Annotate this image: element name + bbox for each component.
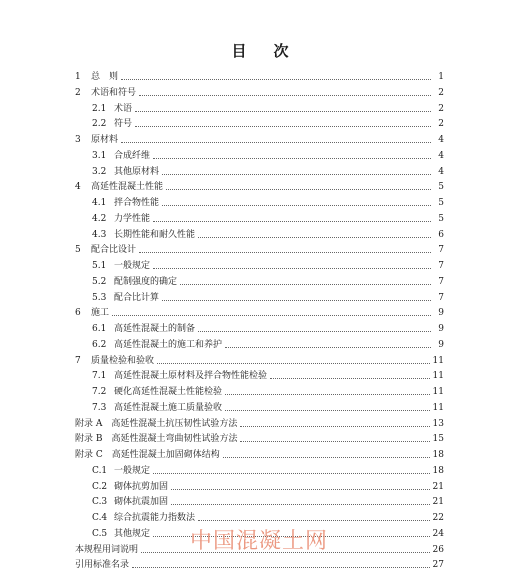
dot-leader [198,237,431,238]
toc-entry[interactable] [92,113,444,129]
toc-entry-page: 22 [432,513,444,523]
toc-entry-page: 9 [438,339,444,350]
dot-leader [270,378,430,379]
dot-leader [162,300,431,301]
toc-entry-number: 5.3 [92,292,107,303]
toc-entry-number: 2.1 [92,103,107,114]
toc-entry-number: 5 [75,245,81,256]
toc-entry-number: 6.1 [92,324,107,334]
dot-leader [135,126,431,127]
dot-leader [198,520,430,521]
toc-entry-label: 附录 B 高延性混凝土弯曲韧性试验方法 [75,434,238,445]
toc-entry-number: C.5 [92,528,108,539]
dot-leader [157,363,430,364]
dot-leader [240,426,429,427]
toc-entry[interactable] [75,66,444,82]
dot-leader [139,95,431,96]
toc-entry[interactable] [92,224,444,240]
toc-entry-page: 11 [432,402,444,413]
toc-entry-label: 配制强度的确定 [114,276,178,287]
toc-entry[interactable] [92,491,444,507]
toc-entry-label: 其他规定 [114,528,151,539]
toc-entry-label: 高延性混凝土性能 [91,182,164,193]
toc-entry-label: 其他原材料 [114,166,160,177]
toc-entry-label: 原材料 [91,135,119,145]
toc-entry-page: 21 [432,497,444,508]
toc-entry-page: 26 [432,544,444,555]
toc-entry[interactable] [92,287,444,303]
toc-entry-label: 一般规定 [114,465,151,476]
toc-entry-number: 4.1 [92,198,107,208]
dot-leader [162,174,431,175]
toc-entry-page: 7 [438,276,444,287]
toc-entry-label: 长期性能和耐久性能 [114,229,196,240]
toc-entry-label: 附录 A 高延性混凝土抗压韧性试验方法 [75,418,238,429]
dot-leader [153,268,431,269]
toc-entry-label: 术语和符号 [91,87,137,98]
toc-entry-number: C.2 [92,481,108,492]
toc-entry-label: 高延性混凝土的施工和养护 [114,339,223,350]
toc-entry-number: 2 [75,87,81,98]
dot-leader [180,284,431,285]
dot-leader [198,331,431,332]
toc-entry-label: 本规程用词说明 [75,544,139,555]
toc-entry[interactable] [92,192,444,208]
toc-entry-number: 6.2 [92,339,107,350]
toc-entry-label: 质量检验和验收 [91,355,155,366]
toc-entry-number: C.3 [92,497,108,508]
toc-entry[interactable] [92,397,444,413]
toc-entry-number: 5.1 [92,261,107,271]
toc-entry[interactable] [92,507,444,523]
toc-entry-number: 6 [75,308,81,319]
toc-entry-label: 综合抗震能力指数法 [114,513,196,523]
toc-entry-label: 高延性混凝土原材料及拌合物性能检验 [114,371,268,382]
toc-entry-label: 硬化高延性混凝土性能检验 [114,387,223,397]
toc-entry-page: 5 [438,198,444,208]
toc-entry[interactable] [75,129,444,145]
toc-entry[interactable] [92,271,444,287]
dot-leader [121,142,431,143]
toc-entry[interactable] [75,350,444,366]
dot-leader [225,347,431,348]
toc-entry[interactable] [92,365,444,381]
toc-entry[interactable] [92,161,444,177]
toc-entry[interactable] [75,302,444,318]
toc-entry-page: 27 [432,560,444,571]
toc-entry-page: 1 [438,72,444,82]
toc-entry-page: 11 [432,387,444,397]
toc-entry-label: 砌体抗剪加固 [114,481,169,492]
toc-entry-page: 18 [432,465,444,476]
toc-entry-page: 13 [432,418,444,429]
toc-entry[interactable] [75,444,444,460]
toc-entry-number: 4 [75,182,81,193]
dot-leader [225,394,430,395]
toc-entry-page: 11 [432,371,444,382]
toc-entry-page: 4 [438,150,444,161]
toc-entry-number: 3.2 [92,166,107,177]
toc-entry-page: 9 [438,324,444,334]
toc-entry-page: 15 [432,434,444,445]
dot-leader [153,221,431,222]
toc-entry[interactable] [92,255,444,271]
toc-entry[interactable] [92,208,444,224]
toc-entry[interactable] [92,98,444,114]
toc-entry-page: 6 [438,229,444,240]
toc-entry-number: 4.2 [92,213,107,224]
toc-entry[interactable] [75,82,444,98]
toc-entry-label: 高延性混凝土的制备 [114,324,196,334]
toc-entry-number: 3.1 [92,150,107,161]
toc-entry[interactable] [92,145,444,161]
toc-entry-page: 7 [438,292,444,303]
toc-entry-page: 2 [438,87,444,98]
toc-entry[interactable] [92,476,444,492]
toc-entry-label: 施工 [91,308,110,319]
dot-leader [153,158,431,159]
toc-entry-label: 术语 [114,103,133,114]
toc-entry[interactable] [75,554,444,570]
dot-leader [223,457,430,458]
dot-leader [135,111,431,112]
toc-entry-label: 力学性能 [114,213,151,224]
toc-entry-page: 4 [438,166,444,177]
toc-entry-page: 5 [438,182,444,193]
dot-leader [139,252,431,253]
toc-entry[interactable] [92,381,444,397]
toc-entry-number: 5.2 [92,276,107,287]
toc-entry[interactable] [92,318,444,334]
toc-entry[interactable] [75,176,444,192]
toc-entry-number: 4.3 [92,229,107,240]
dot-leader [153,473,430,474]
toc-entry[interactable] [92,460,444,476]
toc-entry[interactable] [92,334,444,350]
toc-entry[interactable] [75,428,444,444]
dot-leader [171,489,430,490]
toc-entry-label: 配合比计算 [114,292,160,303]
dot-leader [166,189,431,190]
toc-entry-number: 1 [75,72,81,82]
toc-entry-number: 7.1 [92,371,107,382]
toc-entry[interactable] [75,413,444,429]
toc-entry-label: 总 则 [91,72,119,82]
toc-entry-label: 附录 C 高延性混凝土加固砌体结构 [75,450,220,460]
dot-leader [162,205,431,206]
dot-leader [112,315,431,316]
toc-entry-label: 一般规定 [114,261,151,271]
toc-entry-number: 7.2 [92,387,107,397]
toc-entry-page: 7 [438,261,444,271]
toc-entry-page: 2 [438,119,444,130]
toc-entry-page: 21 [432,481,444,492]
toc-entry-number: 7 [75,355,81,366]
dot-leader [171,504,430,505]
toc-entry-label: 拌合物性能 [114,198,160,208]
toc-entry-number: C.4 [92,513,108,523]
toc-entry-label: 高延性混凝土施工质量验收 [114,402,223,413]
toc-entry-number: 3 [75,135,81,145]
page-title: 目 次 [231,42,295,60]
toc-entry-number: 7.3 [92,402,107,413]
toc-entry-label: 配合比设计 [91,245,137,256]
toc-entry[interactable] [75,239,444,255]
toc-entry-page: 7 [438,245,444,256]
toc-entry-page: 4 [438,135,444,145]
toc-entry-label: 符号 [114,119,133,130]
dot-leader [225,410,430,411]
toc-entry-label: 合成纤维 [114,150,151,161]
dot-leader [132,567,430,568]
toc-entry-page: 18 [432,450,444,460]
toc-entry-number: 2.2 [92,119,107,130]
toc-entry-page: 5 [438,213,444,224]
toc-entry-page: 24 [432,528,444,539]
toc-entry-label: 砌体抗震加固 [114,497,169,508]
toc-entry-label: 引用标准名录 [75,560,130,571]
toc-entry-number: C.1 [92,465,108,476]
toc-entry-page: 11 [432,355,444,366]
dot-leader [240,441,429,442]
toc-entry-page: 2 [438,103,444,114]
watermark: 中国混凝土网 [190,529,329,554]
dot-leader [121,79,431,80]
toc-entry-page: 9 [438,308,444,319]
